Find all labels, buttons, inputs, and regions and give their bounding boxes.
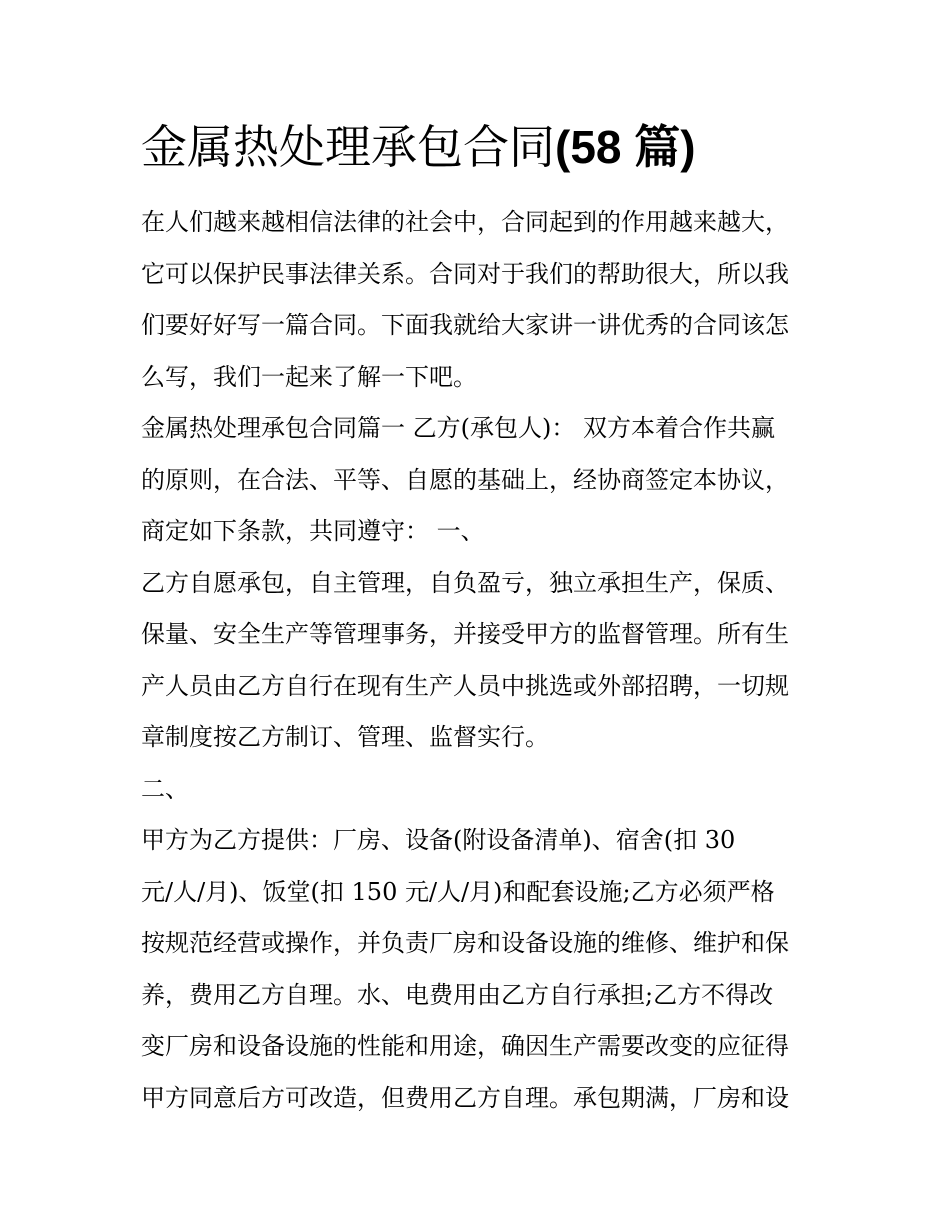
text-line: 保量、安全生产等管理事务，并接受甲方的监督管理。所有生 — [141, 620, 789, 648]
text-line: 按规范经营或操作，并负责厂房和设备设施的维修、维护和保 — [141, 929, 789, 957]
text-line: 二、 — [141, 774, 189, 803]
document-title — [141, 118, 821, 176]
text-line: 元/人/月)、饭堂(扣 150 元/人/月)和配套设施;乙方必须严格 — [141, 877, 775, 906]
text-line: 甲方同意后方可改造，但费用乙方自理。承包期满，厂房和设 — [141, 1083, 789, 1112]
text-line: 产人员由乙方自行在现有生产人员中挑选或外部招聘，一切规 — [141, 671, 789, 700]
text-line: 章制度按乙方制订、管理、监督实行。 — [141, 723, 549, 751]
text-line: 变厂房和设备设施的性能和用途，确因生产需要改变的应征得 — [141, 1032, 789, 1060]
document-body — [141, 197, 821, 1124]
document-page — [141, 118, 821, 1124]
text-line: 乙方自愿承包，自主管理，自负盈亏，独立承担生产，保质、 — [141, 568, 789, 597]
text-line: 们要好好写一篇合同。下面我就给大家讲一讲优秀的合同该怎 — [141, 311, 789, 339]
text-line: 在人们越来越相信法律的社会中，合同起到的作用越来越大， — [141, 208, 789, 236]
text-line: 么写，我们一起来了解一下吧。 — [141, 362, 477, 391]
title-main: 金属热处理承包合同 — [141, 120, 555, 174]
text-line: 它可以保护民事法律关系。合同对于我们的帮助很大，所以我 — [141, 259, 789, 288]
text-line: 的原则，在合法、平等、自愿的基础上，经协商签定本协议， — [141, 465, 789, 494]
text-line: 商定如下条款，共同遵守： 一、 — [141, 517, 485, 545]
text-line: 甲方为乙方提供：厂房、设备(附设备清单)、宿舍(扣 30 — [141, 826, 736, 854]
text-line: 金属热处理承包合同篇一 乙方(承包人)： 双方本着合作共赢 — [141, 414, 775, 442]
text-line: 养，费用乙方自理。水、电费用由乙方自行承担;乙方不得改 — [141, 980, 774, 1009]
title-suffix: (58 篇) — [555, 121, 696, 173]
